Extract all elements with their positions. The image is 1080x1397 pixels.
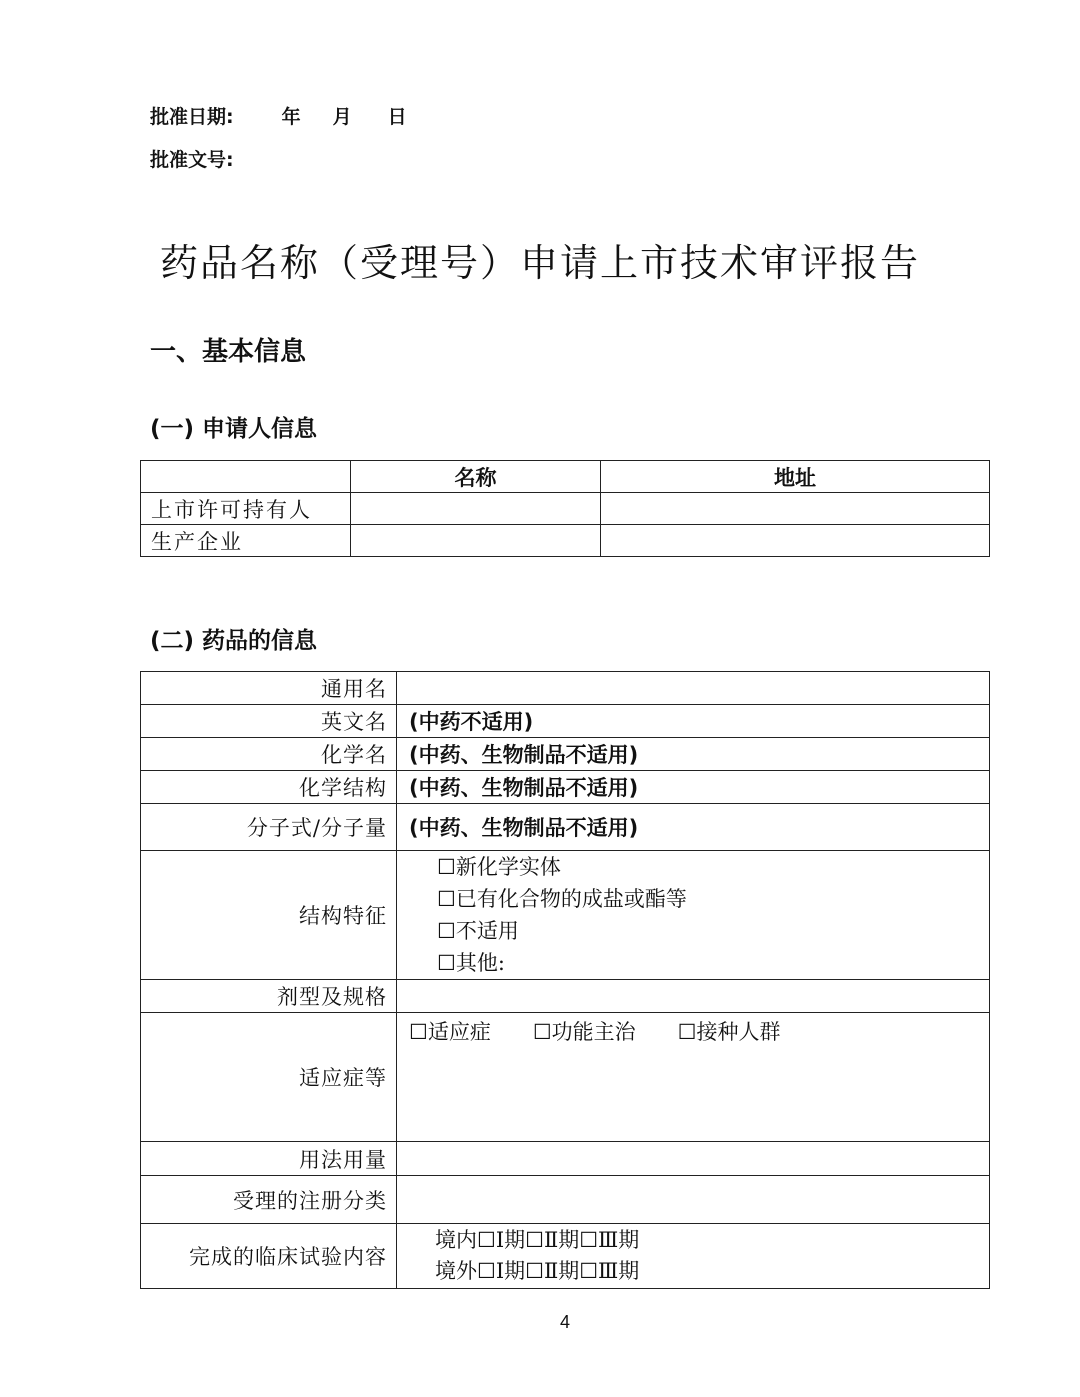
holder-address-cell[interactable] <box>601 493 990 525</box>
chemical-structure-label: 化学结构 <box>141 771 397 804</box>
clinical-domestic[interactable]: 境内☐Ⅰ期☐Ⅱ期☐Ⅲ期 <box>435 1228 640 1252</box>
manufacturer-label: 生产企业 <box>141 525 351 557</box>
reg-class-label: 受理的注册分类 <box>141 1176 397 1224</box>
generic-name-cell[interactable] <box>397 672 990 705</box>
approval-date-label: 批准日期: <box>150 106 234 128</box>
reg-class-cell[interactable] <box>397 1176 990 1224</box>
table-row <box>141 1013 990 1142</box>
column-address-header: 地址 <box>601 461 990 493</box>
chemical-name-label: 化学名 <box>141 738 397 771</box>
column-name-header: 名称 <box>351 461 601 493</box>
option-indication[interactable]: ☐适应症 <box>409 1020 491 1044</box>
option-population[interactable]: ☐接种人群 <box>677 1020 781 1044</box>
approval-date-line <box>150 102 407 129</box>
indication-label: 适应症等 <box>141 1013 397 1142</box>
table-row <box>141 980 990 1013</box>
table-row <box>141 705 990 738</box>
month-label: 月 <box>332 106 352 128</box>
table-row <box>141 804 990 851</box>
table-row <box>141 1176 990 1224</box>
option-function[interactable]: ☐功能主治 <box>532 1020 636 1044</box>
dosage-form-cell[interactable] <box>397 980 990 1013</box>
manufacturer-name-cell[interactable] <box>351 525 601 557</box>
drug-info-heading: (二) 药品的信息 <box>150 628 318 654</box>
table-row <box>141 1142 990 1176</box>
option-not-applicable[interactable]: ☐不适用 <box>437 919 519 943</box>
day-label: 日 <box>387 106 407 128</box>
applicant-table <box>140 460 990 557</box>
section-basic-info: 一、基本信息 <box>150 337 307 367</box>
option-new-chemical-entity[interactable]: ☐新化学实体 <box>437 855 561 879</box>
option-salt-or-ester[interactable]: ☐已有化合物的成盐或酯等 <box>437 887 687 911</box>
indication-options <box>397 1013 990 1142</box>
generic-name-label: 通用名 <box>141 672 397 705</box>
formula-note: (中药、生物制品不适用) <box>397 804 990 851</box>
table-row <box>141 525 990 557</box>
dosage-form-label: 剂型及规格 <box>141 980 397 1013</box>
formula-label: 分子式/分子量 <box>141 804 397 851</box>
approval-doc-no-label: 批准文号: <box>150 149 234 171</box>
header-empty-cell <box>141 461 351 493</box>
table-row <box>141 851 990 980</box>
structure-feature-label: 结构特征 <box>141 851 397 980</box>
usage-cell[interactable] <box>397 1142 990 1176</box>
applicant-heading: (一) 申请人信息 <box>150 416 318 442</box>
table-row <box>141 738 990 771</box>
page-number: 4 <box>559 1312 570 1332</box>
table-row <box>141 1224 990 1289</box>
clinical-overseas[interactable]: 境外☐Ⅰ期☐Ⅱ期☐Ⅲ期 <box>435 1259 640 1283</box>
table-row <box>141 461 990 493</box>
chemical-structure-note: (中药、生物制品不适用) <box>397 771 990 804</box>
manufacturer-address-cell[interactable] <box>601 525 990 557</box>
table-row <box>141 771 990 804</box>
report-title: 药品名称（受理号）申请上市技术审评报告 <box>159 241 920 285</box>
table-row <box>141 493 990 525</box>
english-name-label: 英文名 <box>141 705 397 738</box>
holder-label: 上市许可持有人 <box>141 493 351 525</box>
english-name-note: (中药不适用) <box>397 705 990 738</box>
usage-label: 用法用量 <box>141 1142 397 1176</box>
year-label: 年 <box>281 106 301 128</box>
option-other[interactable]: ☐其他: <box>437 951 505 975</box>
structure-feature-options <box>397 851 990 980</box>
clinical-label: 完成的临床试验内容 <box>141 1224 397 1289</box>
clinical-options <box>397 1224 990 1289</box>
chemical-name-note: (中药、生物制品不适用) <box>397 738 990 771</box>
table-row <box>141 672 990 705</box>
holder-name-cell[interactable] <box>351 493 601 525</box>
drug-info-table <box>140 671 990 1289</box>
